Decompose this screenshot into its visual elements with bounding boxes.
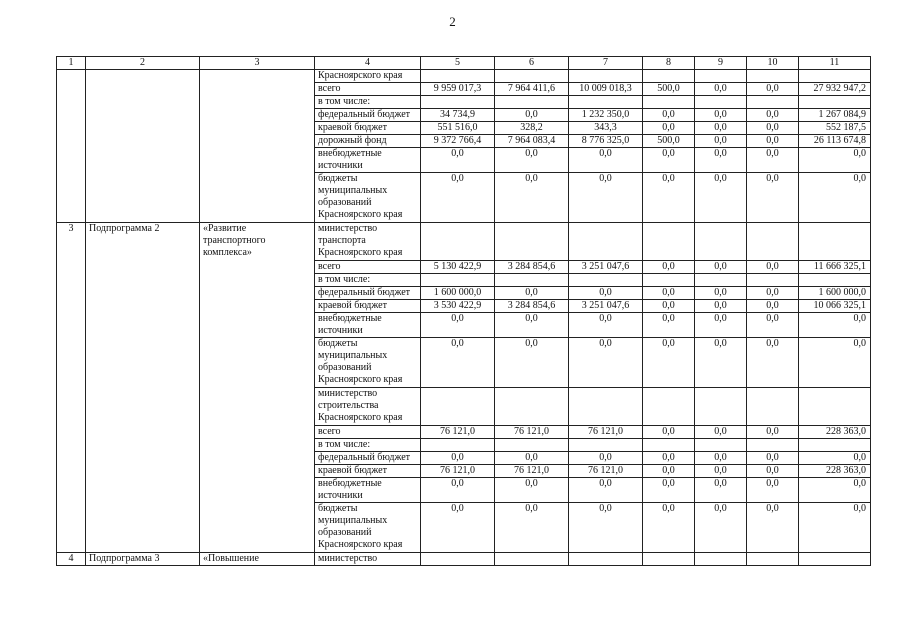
column-header: 10 [747, 57, 799, 70]
year-2-cell: 0,0 [495, 109, 569, 122]
page-number: 2 [449, 14, 456, 29]
total-cell: 11 666 325,1 [799, 261, 871, 274]
program-cell: Подпрограмма 2 [86, 223, 200, 553]
total-cell: 10 066 325,1 [799, 300, 871, 313]
year-2-cell: 0,0 [495, 503, 569, 553]
year-1-cell: 0,0 [421, 173, 495, 223]
year-6-cell: 0,0 [747, 173, 799, 223]
column-header: 4 [315, 57, 421, 70]
year-5-cell: 0,0 [695, 109, 747, 122]
funding-source-cell: Красноярского края [315, 70, 421, 83]
year-2-cell: 7 964 083,4 [495, 135, 569, 148]
year-3-cell [569, 70, 643, 83]
year-1-cell [421, 96, 495, 109]
total-cell: 0,0 [799, 313, 871, 338]
year-3-cell: 343,3 [569, 122, 643, 135]
total-cell [799, 223, 871, 261]
year-2-cell: 3 284 854,6 [495, 300, 569, 313]
year-4-cell: 0,0 [643, 426, 695, 439]
funding-source-cell: в том числе: [315, 274, 421, 287]
year-4-cell [643, 439, 695, 452]
year-2-cell [495, 553, 569, 566]
year-5-cell [695, 223, 747, 261]
year-3-cell: 10 009 018,3 [569, 83, 643, 96]
year-6-cell [747, 553, 799, 566]
funding-source-cell: федеральный бюджет [315, 452, 421, 465]
year-2-cell: 328,2 [495, 122, 569, 135]
program-title-cell: «Развитие транспортного комплекса» [200, 223, 315, 553]
year-1-cell: 551 516,0 [421, 122, 495, 135]
year-5-cell [695, 96, 747, 109]
year-1-cell: 1 600 000,0 [421, 287, 495, 300]
year-5-cell: 0,0 [695, 83, 747, 96]
total-cell [799, 439, 871, 452]
year-6-cell [747, 70, 799, 83]
column-header: 5 [421, 57, 495, 70]
year-3-cell: 0,0 [569, 503, 643, 553]
year-5-cell [695, 388, 747, 426]
year-2-cell: 0,0 [495, 452, 569, 465]
year-1-cell: 3 530 422,9 [421, 300, 495, 313]
total-cell: 1 600 000,0 [799, 287, 871, 300]
year-2-cell: 0,0 [495, 287, 569, 300]
year-3-cell: 0,0 [569, 338, 643, 388]
year-4-cell: 0,0 [643, 452, 695, 465]
funding-source-cell: краевой бюджет [315, 465, 421, 478]
year-6-cell: 0,0 [747, 122, 799, 135]
total-cell: 0,0 [799, 148, 871, 173]
year-4-cell: 0,0 [643, 313, 695, 338]
year-3-cell: 0,0 [569, 452, 643, 465]
total-cell: 228 363,0 [799, 426, 871, 439]
year-3-cell: 3 251 047,6 [569, 300, 643, 313]
total-cell: 228 363,0 [799, 465, 871, 478]
year-1-cell: 0,0 [421, 313, 495, 338]
year-6-cell: 0,0 [747, 109, 799, 122]
year-6-cell [747, 388, 799, 426]
year-5-cell: 0,0 [695, 426, 747, 439]
year-6-cell: 0,0 [747, 287, 799, 300]
year-2-cell [495, 223, 569, 261]
column-header: 6 [495, 57, 569, 70]
funding-source-cell: министерство [315, 553, 421, 566]
total-cell [799, 70, 871, 83]
total-cell: 1 267 084,9 [799, 109, 871, 122]
year-5-cell: 0,0 [695, 173, 747, 223]
year-3-cell [569, 274, 643, 287]
year-3-cell: 3 251 047,6 [569, 261, 643, 274]
table-row [57, 223, 871, 261]
year-6-cell: 0,0 [747, 135, 799, 148]
year-4-cell: 0,0 [643, 465, 695, 478]
table-row [57, 70, 871, 83]
year-1-cell [421, 388, 495, 426]
total-cell [799, 553, 871, 566]
year-2-cell [495, 96, 569, 109]
funding-source-cell: в том числе: [315, 96, 421, 109]
year-6-cell: 0,0 [747, 338, 799, 388]
total-cell [799, 388, 871, 426]
column-header: 1 [57, 57, 86, 70]
total-cell: 27 932 947,2 [799, 83, 871, 96]
year-4-cell: 500,0 [643, 83, 695, 96]
funding-source-cell: министерство строительства Красноярского края [315, 388, 421, 426]
year-2-cell [495, 274, 569, 287]
year-4-cell [643, 388, 695, 426]
funding-source-cell: федеральный бюджет [315, 109, 421, 122]
table-row [57, 553, 871, 566]
year-2-cell: 0,0 [495, 148, 569, 173]
column-header: 7 [569, 57, 643, 70]
year-4-cell [643, 223, 695, 261]
year-6-cell: 0,0 [747, 261, 799, 274]
year-5-cell [695, 553, 747, 566]
year-1-cell: 76 121,0 [421, 426, 495, 439]
year-6-cell: 0,0 [747, 83, 799, 96]
funding-source-cell: краевой бюджет [315, 122, 421, 135]
year-2-cell: 0,0 [495, 338, 569, 388]
funding-source-cell: дорожный фонд [315, 135, 421, 148]
year-3-cell [569, 553, 643, 566]
program-title-cell [200, 70, 315, 223]
year-1-cell: 34 734,9 [421, 109, 495, 122]
year-4-cell: 0,0 [643, 287, 695, 300]
total-cell: 0,0 [799, 338, 871, 388]
funding-source-cell: федеральный бюджет [315, 287, 421, 300]
total-cell [799, 274, 871, 287]
year-5-cell [695, 439, 747, 452]
year-4-cell: 0,0 [643, 261, 695, 274]
year-4-cell: 0,0 [643, 300, 695, 313]
funding-source-cell: краевой бюджет [315, 300, 421, 313]
year-2-cell: 76 121,0 [495, 426, 569, 439]
total-cell: 0,0 [799, 503, 871, 553]
year-4-cell [643, 274, 695, 287]
total-cell: 0,0 [799, 478, 871, 503]
year-6-cell: 0,0 [747, 148, 799, 173]
year-3-cell: 0,0 [569, 173, 643, 223]
year-4-cell: 500,0 [643, 135, 695, 148]
funding-source-cell: бюджеты муниципальных образований Красноярского края [315, 503, 421, 553]
year-6-cell [747, 223, 799, 261]
year-4-cell: 0,0 [643, 503, 695, 553]
year-1-cell: 0,0 [421, 338, 495, 388]
row-number-cell: 4 [57, 553, 86, 566]
year-4-cell: 0,0 [643, 478, 695, 503]
column-number-row [57, 57, 871, 70]
year-2-cell: 76 121,0 [495, 465, 569, 478]
year-4-cell: 0,0 [643, 338, 695, 388]
program-cell [86, 70, 200, 223]
funding-source-cell: бюджеты муниципальных образований Красноярского края [315, 338, 421, 388]
year-3-cell: 0,0 [569, 148, 643, 173]
table-body [57, 70, 871, 566]
funding-source-cell: внебюджетные источники [315, 478, 421, 503]
year-1-cell: 0,0 [421, 503, 495, 553]
year-1-cell [421, 274, 495, 287]
year-6-cell: 0,0 [747, 465, 799, 478]
funding-source-cell: министерство транспорта Красноярского края [315, 223, 421, 261]
funding-source-cell: внебюджетные источники [315, 148, 421, 173]
year-4-cell: 0,0 [643, 122, 695, 135]
year-5-cell [695, 70, 747, 83]
year-5-cell: 0,0 [695, 338, 747, 388]
funding-source-cell: всего [315, 426, 421, 439]
year-5-cell: 0,0 [695, 313, 747, 338]
year-4-cell [643, 96, 695, 109]
column-header: 3 [200, 57, 315, 70]
funding-source-cell: всего [315, 83, 421, 96]
column-header: 2 [86, 57, 200, 70]
year-5-cell: 0,0 [695, 452, 747, 465]
year-6-cell: 0,0 [747, 313, 799, 338]
column-header: 8 [643, 57, 695, 70]
year-1-cell [421, 70, 495, 83]
year-3-cell: 0,0 [569, 478, 643, 503]
year-2-cell [495, 70, 569, 83]
year-4-cell [643, 70, 695, 83]
total-cell: 26 113 674,8 [799, 135, 871, 148]
year-1-cell [421, 223, 495, 261]
year-5-cell: 0,0 [695, 300, 747, 313]
year-2-cell: 3 284 854,6 [495, 261, 569, 274]
year-2-cell: 7 964 411,6 [495, 83, 569, 96]
year-3-cell [569, 388, 643, 426]
total-cell: 0,0 [799, 452, 871, 465]
program-title-cell: «Повышение [200, 553, 315, 566]
year-4-cell: 0,0 [643, 109, 695, 122]
year-1-cell: 9 372 766,4 [421, 135, 495, 148]
year-6-cell [747, 96, 799, 109]
budget-table [56, 56, 871, 566]
year-1-cell: 76 121,0 [421, 465, 495, 478]
year-3-cell [569, 96, 643, 109]
year-5-cell: 0,0 [695, 465, 747, 478]
year-1-cell: 0,0 [421, 148, 495, 173]
year-2-cell [495, 388, 569, 426]
year-6-cell [747, 439, 799, 452]
year-3-cell [569, 223, 643, 261]
year-5-cell: 0,0 [695, 478, 747, 503]
year-1-cell [421, 553, 495, 566]
year-6-cell: 0,0 [747, 300, 799, 313]
year-5-cell: 0,0 [695, 148, 747, 173]
year-4-cell [643, 553, 695, 566]
row-number-cell: 3 [57, 223, 86, 553]
year-3-cell: 0,0 [569, 287, 643, 300]
year-3-cell: 8 776 325,0 [569, 135, 643, 148]
year-6-cell: 0,0 [747, 426, 799, 439]
year-5-cell [695, 274, 747, 287]
year-4-cell: 0,0 [643, 148, 695, 173]
year-5-cell: 0,0 [695, 261, 747, 274]
program-cell: Подпрограмма 3 [86, 553, 200, 566]
year-5-cell: 0,0 [695, 122, 747, 135]
year-2-cell [495, 439, 569, 452]
year-1-cell: 9 959 017,3 [421, 83, 495, 96]
column-header: 11 [799, 57, 871, 70]
column-header: 9 [695, 57, 747, 70]
year-6-cell: 0,0 [747, 478, 799, 503]
year-3-cell: 76 121,0 [569, 426, 643, 439]
year-2-cell: 0,0 [495, 313, 569, 338]
year-3-cell [569, 439, 643, 452]
funding-source-cell: бюджеты муниципальных образований Красноярского края [315, 173, 421, 223]
year-1-cell: 5 130 422,9 [421, 261, 495, 274]
total-cell [799, 96, 871, 109]
funding-source-cell: внебюджетные источники [315, 313, 421, 338]
year-6-cell [747, 274, 799, 287]
total-cell: 552 187,5 [799, 122, 871, 135]
total-cell: 0,0 [799, 173, 871, 223]
year-1-cell [421, 439, 495, 452]
funding-source-cell: всего [315, 261, 421, 274]
year-3-cell: 0,0 [569, 313, 643, 338]
year-2-cell: 0,0 [495, 478, 569, 503]
year-2-cell: 0,0 [495, 173, 569, 223]
year-5-cell: 0,0 [695, 503, 747, 553]
year-5-cell: 0,0 [695, 135, 747, 148]
year-3-cell: 76 121,0 [569, 465, 643, 478]
year-3-cell: 1 232 350,0 [569, 109, 643, 122]
year-6-cell: 0,0 [747, 503, 799, 553]
year-5-cell: 0,0 [695, 287, 747, 300]
year-4-cell: 0,0 [643, 173, 695, 223]
funding-source-cell: в том числе: [315, 439, 421, 452]
year-6-cell: 0,0 [747, 452, 799, 465]
year-1-cell: 0,0 [421, 478, 495, 503]
row-number-cell [57, 70, 86, 223]
year-1-cell: 0,0 [421, 452, 495, 465]
